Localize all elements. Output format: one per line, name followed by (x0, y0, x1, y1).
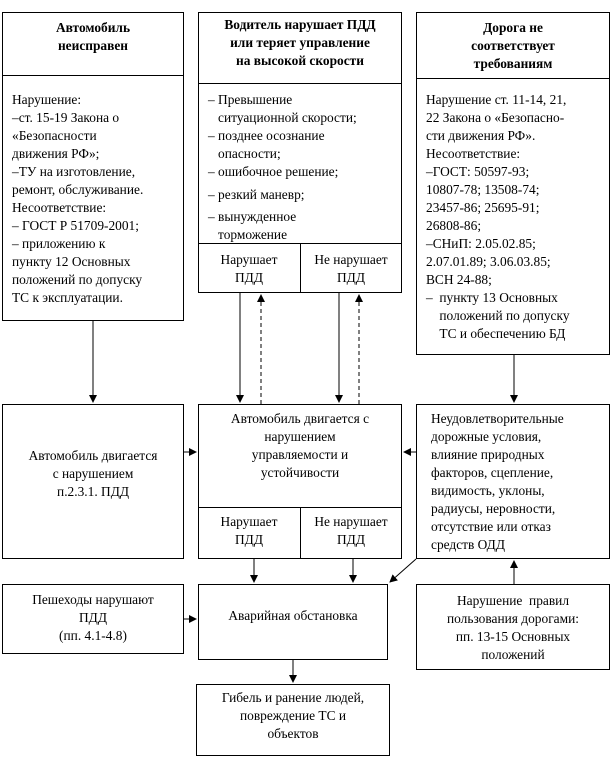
handling-split-violates: Нарушает ПДД (220, 514, 278, 547)
road-noncompliant-body: Нарушение ст. 11-14, 21, 22 Закона о «Безопасно- сти движения РФ». Несоответствие: –ГОСТ: 50597-93; 10807-78; 13508-74; 23457-86; 25695-91; 26808-86; –СНиП: 2.05.02.85; 2.07.01.89; 3.06.03.85; ВСН 24-88; – пункту 13 Основных положений по допуску ТС и обеспечению БД (426, 92, 570, 341)
handling-split-not-violates: Не нарушает ПДД (314, 514, 388, 547)
vehicle-faulty-body: Нарушение: –ст. 15-19 Закона о «Безопасности движения РФ»; –ТУ на изготовление, ремонт, обслуживание. Несоответствие: – ГОСТ Р 51709-2001; – приложению к пункту 12 Основных положений по допуску ТС к эксплуатации. (12, 92, 144, 305)
road-conditions-text: Неудовлетворительные дорожные условия, влияние природных факторов, сцепление, видимость, уклоны, радиусы, неровности, отсутствие или отказ средств ОДД (431, 411, 564, 552)
vehicle-faulty-title: Автомобиль неисправен (55, 20, 131, 53)
driver-split-not-violates: Не нарушает ПДД (314, 252, 388, 285)
driver-item-2: – позднее осознание опасности; (208, 128, 325, 161)
driver-item-5: – вынужденное торможение (208, 209, 297, 242)
pedestrians-text: Пешеходы нарушают ПДД (пп. 4.1-4.8) (32, 592, 154, 643)
driver-item-4: – резкий маневр; (208, 187, 305, 202)
vehicle-moves-violation-text: Автомобиль двигается с нарушением п.2.3.1. ПДД (28, 448, 158, 499)
driver-split-violates: Нарушает ПДД (220, 252, 278, 285)
driver-violates-title: Водитель нарушает ПДД или теряет управление на высокой скорости (224, 17, 376, 68)
driver-item-1: – Превышение ситуационной скорости; (208, 92, 357, 125)
emergency-text: Аварийная обстановка (228, 608, 358, 623)
arrow-conditions-to-emergency (390, 559, 416, 582)
result-text: Гибель и ранение людей, повреждение ТС и объектов (221, 690, 365, 741)
road-rules-text: Нарушение правил пользования дорогами: пп. 13-15 Основных положений (446, 593, 579, 662)
vehicle-handling-text: Автомобиль двигается с нарушением управляемости и устойчивости (230, 411, 370, 480)
road-noncompliant-title: Дорога не соответствует требованиям (471, 20, 555, 71)
driver-item-3: – ошибочное решение; (208, 164, 339, 179)
